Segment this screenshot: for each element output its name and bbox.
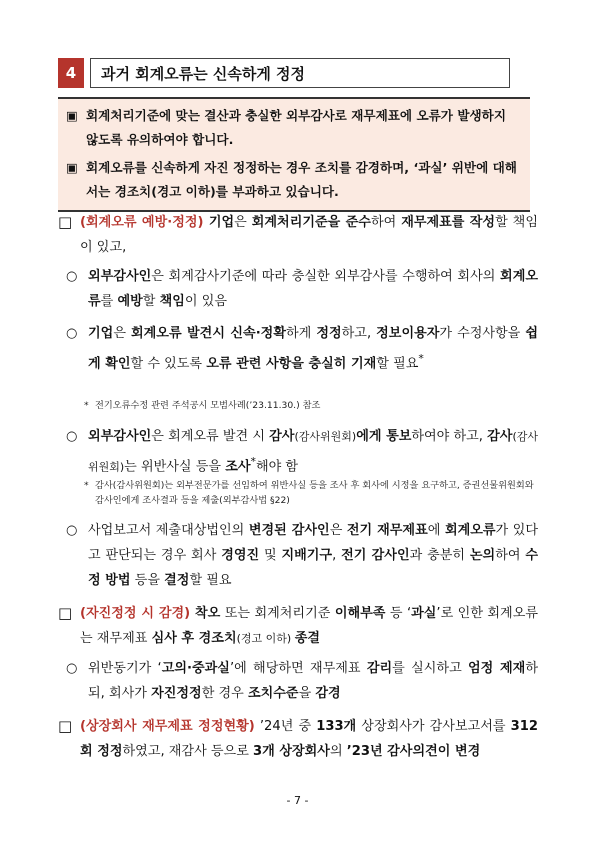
sub-bullet-changed-auditor: [66, 518, 538, 593]
circle-bullet-icon: ○: [66, 523, 78, 538]
sub-bullet-text: 사업보고서 제출대상법인의 변경된 감사인은 전기 재무제표에 회계오류가 있다고 판단되는 경우 회사 경영진 및 지배기구, 전기 감사인과 충분히 논의하여 수정 방법 등을 결정할 필요: [88, 523, 539, 588]
checkbox-bullet-icon: □: [58, 604, 73, 622]
section-header: [58, 58, 510, 88]
summary-text: 회계오류를 신속하게 자진 정정하는 경우 조치를 감경하며, ‘과실’ 위반에 대해서는 경조치(경고 이하)를 부과하고 있습니다.: [86, 160, 517, 199]
square-bullet-icon: ▣: [66, 108, 78, 123]
summary-item: [66, 104, 522, 152]
bullet-self-correction: [58, 601, 538, 651]
sub-bullet-auditor-notify: [66, 424, 538, 479]
section-number: 4: [58, 58, 84, 88]
sub-bullet-text: 위반동기가 ‘고의·중과실’에 해당하면 재무제표 감리를 실시하고 엄정 제재하되, 회사가 자진정정한 경우 조치수준을 감경: [88, 661, 538, 701]
footnote: [84, 478, 536, 508]
asterisk-icon: *: [84, 480, 89, 491]
sub-bullet-text: 외부감사인은 회계오류 발견 시 감사(감사위원회)에게 통보하여야 하고, 감사(감사위원회)는 위반사실 등을 조사*해야 함: [88, 429, 538, 475]
circle-bullet-icon: ○: [66, 661, 78, 676]
bullet-error-prevention: [58, 210, 538, 260]
footnote-text: 전기오류수정 관련 주석공시 모범사례(’23.11.30.) 참조: [95, 400, 321, 411]
footnote: [84, 398, 536, 413]
summary-box: [58, 97, 530, 212]
asterisk-icon: *: [84, 400, 89, 411]
checkbox-bullet-icon: □: [58, 213, 73, 231]
summary-item: [66, 156, 522, 204]
footnote-text: 감사(감사위원회)는 외부전문가를 선임하여 위반사실 등을 조사 후 회사에 시정을 요구하고, 증권선물위원회와 감사인에게 조사결과 등을 제출(외부감사법 §22): [95, 480, 534, 506]
section-title: 과거 회계오류는 신속하게 정정: [90, 58, 510, 88]
checkbox-bullet-icon: □: [58, 717, 73, 735]
page-number: - 7 -: [286, 794, 309, 807]
summary-text: 회계처리기준에 맞는 결산과 충실한 외부감사로 재무제표에 오류가 발생하지 않도록 유의하여야 합니다.: [86, 108, 506, 147]
bullet-correction-status: [58, 714, 538, 764]
sub-bullet-auditor-duty: [66, 264, 538, 314]
bullet-text: (회계오류 예방·정정) 기업은 회계처리기준을 준수하여 재무제표를 작성할 책임이 있고,: [80, 215, 538, 255]
bullet-text: (상장회사 재무제표 정정현황) ’24년 중 133개 상장회사가 감사보고서를 312회 정정하였고, 재감사 등으로 3개 상장회사의 ’23년 감사의견이 변경: [80, 719, 539, 759]
circle-bullet-icon: ○: [66, 326, 78, 341]
square-bullet-icon: ▣: [66, 160, 78, 175]
sub-bullet-company-correction: [66, 321, 538, 376]
bullet-text: (자진정정 시 감경) 착오 또는 회계처리기준 이해부족 등 ‘과실’로 인한 회계오류는 재무제표 심사 후 경조치(경고 이하) 종결: [80, 606, 538, 646]
sub-bullet-text: 외부감사인은 회계감사기준에 따라 충실한 외부감사를 수행하여 회사의 회계오류를 예방할 책임이 있음: [88, 269, 538, 309]
sub-bullet-sanction: [66, 656, 538, 706]
circle-bullet-icon: ○: [66, 269, 78, 284]
sub-bullet-text: 기업은 회계오류 발견시 신속·정확하게 정정하고, 정보이용자가 수정사항을 쉽게 확인할 수 있도록 오류 관련 사항을 충실히 기재할 필요*: [88, 326, 539, 372]
circle-bullet-icon: ○: [66, 429, 78, 444]
